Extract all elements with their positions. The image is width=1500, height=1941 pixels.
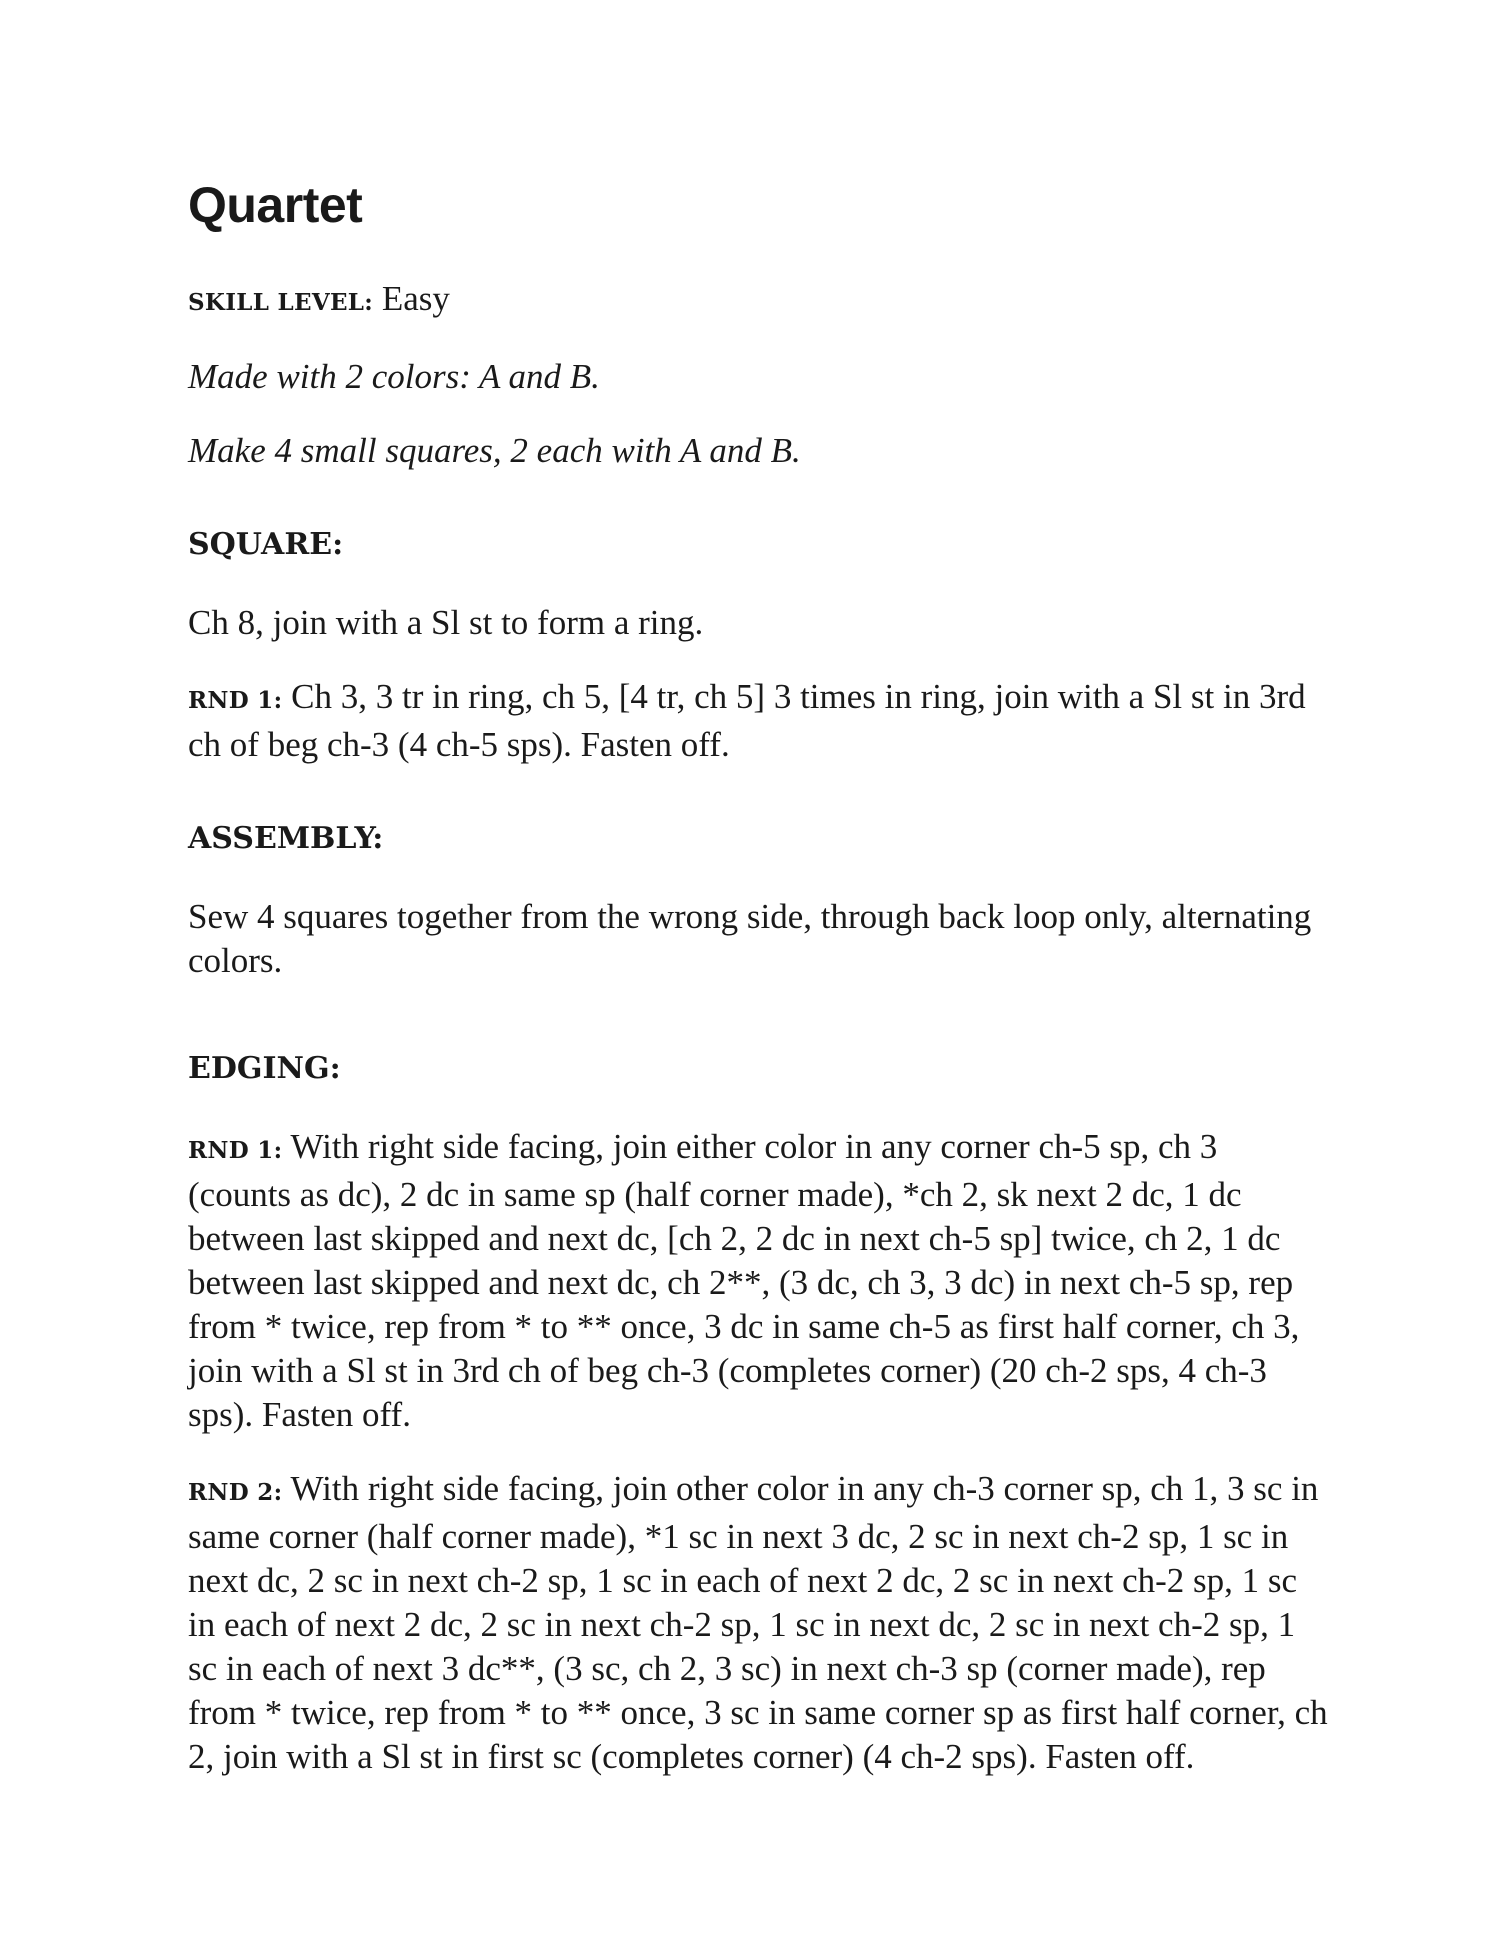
round-label: RND 1: [188,687,283,714]
round-instructions: With right side facing, join other color in any ch-3 corner sp, ch 1, 3 sc in same corner (half corner made), *1 sc in next 3 dc, 2 sc in next ch-2 sp, 1 sc in next dc, 2 sc in next ch-2 sp, 1 sc in each of next 2 dc, 2 sc in next ch-2 sp, 1 sc in each of next 2 dc, 2 sc in next ch-2 sp, 1 sc in next dc, 2 sc in next ch-2 sp, 1 sc in each of next 3 dc**, (3 sc, ch 2, 3 sc) in next ch-3 sp (corner made), rep from * twice, rep from * to ** once, 3 sc in same corner sp as first half corner, ch 2, join with a Sl st in first sc (completes corner) (4 ch-2 sps). Fasten off. [188,1469,1328,1776]
square-round-1 [188,675,1328,767]
round-instructions: With right side facing, join either color in any corner ch-5 sp, ch 3 (counts as dc), 2 dc in same sp (half corner made), *ch 2, sk next 2 dc, 1 dc between last skipped and next dc, [ch 2, 2 dc in next ch-5 sp] twice, ch 2, 1 dc between last skipped and next dc, ch 2**, (3 dc, ch 3, 3 dc) in next ch-5 sp, rep from * twice, rep from * to ** once, 3 dc in same ch-5 as first half corner, ch 3, join with a Sl st in 3rd ch of beg ch-3 (completes corner) (20 ch-2 sps, 4 ch-3 sps). Fasten off. [188,1127,1300,1434]
section-heading-assembly: ASSEMBLY: [188,821,384,856]
skill-level-value: Easy [381,279,450,318]
round-instructions: Ch 3, 3 tr in ring, ch 5, [4 tr, ch 5] 3 times in ring, join with a Sl st in 3rd ch of beg ch-3 (4 ch-5 sps). Fasten off. [188,677,1306,764]
section-heading-square: SQUARE: [188,527,344,562]
round-label: RND 2: [188,1479,283,1506]
page-title: Quartet [188,177,363,233]
edging-round-2 [188,1467,1328,1779]
skill-level-label: SKILL LEVEL: [188,289,374,316]
skill-level-line [188,277,1328,325]
intro-squares: Make 4 small squares, 2 each with A and B. [188,431,801,470]
edging-round-1 [188,1125,1328,1437]
assembly-instructions: Sew 4 squares together from the wrong side, through back loop only, alternating colors. [188,897,1312,980]
square-start: Ch 8, join with a Sl st to form a ring. [188,603,704,642]
round-label: RND 1: [188,1137,283,1164]
section-heading-edging: EDGING: [188,1051,341,1086]
pattern-page [188,175,1328,1779]
intro-colors: Made with 2 colors: A and B. [188,357,600,396]
